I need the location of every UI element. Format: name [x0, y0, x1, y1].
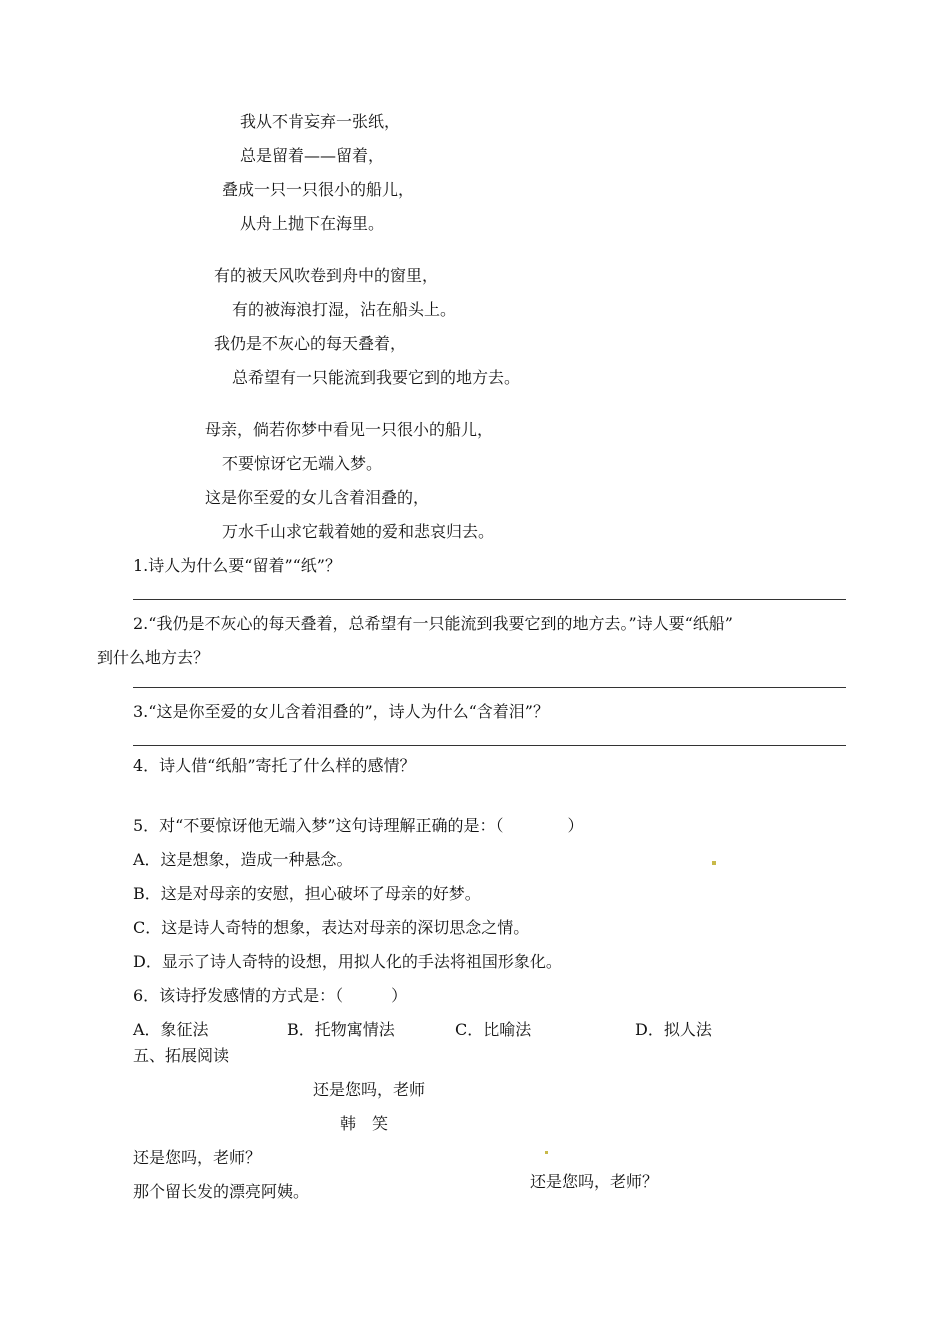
reading-author: 韩 笑 [340, 1114, 389, 1133]
q5-option-c: C．这是诗人奇特的想象，表达对母亲的深切思念之情。 [133, 918, 530, 937]
reading-side-line: 还是您吗，老师？ [530, 1172, 659, 1191]
answer-line [133, 687, 846, 688]
q5-option-b: B．这是对母亲的安慰，担心破坏了母亲的好梦。 [133, 884, 481, 903]
reading-title: 还是您吗，老师 [313, 1080, 426, 1099]
poem-line: 我从不肯妄弃一张纸， [240, 112, 401, 131]
poem-line: 从舟上抛下在海里。 [240, 214, 385, 233]
question-3: 3.“这是你至爱的女儿含着泪叠的”，诗人为什么“含着泪”？ [133, 702, 549, 721]
scan-speck [545, 1151, 548, 1154]
reading-line: 那个留长发的漂亮阿姨。 [133, 1182, 310, 1201]
question-2-cont: 到什么地方去？ [97, 648, 210, 667]
question-2: 2.“我仍是不灰心的每天叠着，总希望有一只能流到我要它到的地方去。”诗人要“纸船” [133, 614, 733, 633]
poem-line: 有的被天风吹卷到舟中的窗里， [214, 266, 439, 285]
question-4: 4．诗人借“纸船”寄托了什么样的感情？ [133, 756, 416, 775]
answer-line [133, 599, 846, 600]
q6-option-a: A．象征法 [133, 1020, 209, 1039]
question-6: 6．该诗抒发感情的方式是：（ ） [133, 986, 408, 1005]
section-heading: 五、拓展阅读 [133, 1046, 230, 1065]
answer-line [133, 745, 846, 746]
q6-option-b: B．托物寓情法 [287, 1020, 395, 1039]
q6-option-d: D．拟人法 [635, 1020, 712, 1039]
q6-option-c: C．比喻法 [455, 1020, 532, 1039]
scan-speck [712, 861, 716, 865]
poem-line: 叠成一只一只很小的船儿， [222, 180, 415, 199]
poem-line: 不要惊讶它无端入梦。 [222, 454, 383, 473]
q5-option-d: D．显示了诗人奇特的设想，用拟人化的手法将祖国形象化。 [133, 952, 562, 971]
question-1: 1.诗人为什么要“留着”“纸”？ [133, 556, 341, 575]
poem-line: 万水千山求它载着她的爱和悲哀归去。 [222, 522, 495, 541]
poem-line: 我仍是不灰心的每天叠着， [214, 334, 407, 353]
poem-line: 总是留着——留着， [240, 146, 385, 165]
reading-line: 还是您吗，老师？ [133, 1148, 262, 1167]
poem-line: 母亲，倘若你梦中看见一只很小的船儿， [205, 420, 494, 439]
poem-line: 这是你至爱的女儿含着泪叠的， [205, 488, 430, 507]
poem-line: 有的被海浪打湿，沾在船头上。 [232, 300, 457, 319]
q5-option-a: A．这是想象，造成一种悬念。 [133, 850, 353, 869]
poem-line: 总希望有一只能流到我要它到的地方去。 [232, 368, 521, 387]
question-5: 5．对“不要惊讶他无端入梦”这句诗理解正确的是：（ ） [133, 816, 584, 835]
